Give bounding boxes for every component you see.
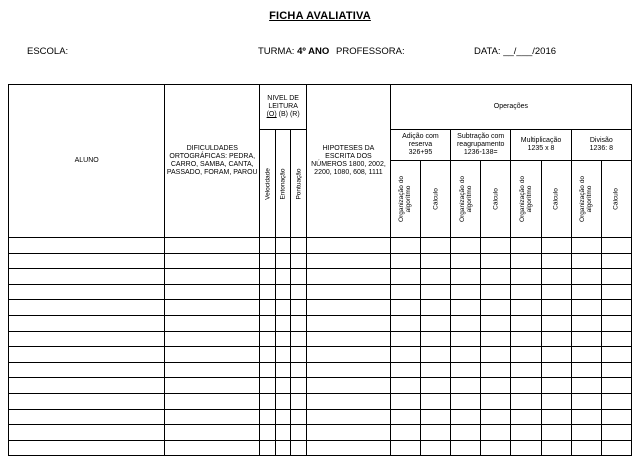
table-cell[interactable] <box>420 393 450 409</box>
table-cell[interactable] <box>420 331 450 347</box>
col-header-dificuldades: DIFICULDADES ORTOGRÁFICAS: PEDRA, CARRO, SAMBA, CANTA, PASSADO, FORAM, PAROU <box>165 85 260 238</box>
table-cell[interactable] <box>165 315 260 331</box>
table-cell[interactable] <box>601 347 631 363</box>
table-row[interactable] <box>9 331 632 347</box>
table-cell[interactable] <box>541 393 571 409</box>
table-cell[interactable] <box>307 378 391 394</box>
subtracao-expression: 1236-138= <box>463 149 498 157</box>
table-cell[interactable] <box>275 253 291 269</box>
table-cell[interactable] <box>571 378 601 394</box>
table-cell[interactable] <box>571 362 601 378</box>
table-cell[interactable] <box>260 300 276 316</box>
table-cell[interactable] <box>420 347 450 363</box>
table-cell[interactable] <box>601 362 631 378</box>
professora-label: PROFESSORA: <box>336 46 405 57</box>
table-cell[interactable] <box>571 300 601 316</box>
table-cell[interactable] <box>275 331 291 347</box>
table-cell[interactable] <box>511 362 541 378</box>
table-cell[interactable] <box>291 378 307 394</box>
table-cell[interactable] <box>307 440 391 456</box>
nivel-grade-b: (B) <box>278 111 288 119</box>
table-cell[interactable] <box>390 393 420 409</box>
table-cell[interactable] <box>481 238 511 254</box>
table-cell[interactable] <box>390 440 420 456</box>
table-cell[interactable] <box>291 238 307 254</box>
table-cell[interactable] <box>511 253 541 269</box>
nivel-line2: LEITURA <box>268 102 298 110</box>
adicao-expression: 326+95 <box>408 149 433 157</box>
multiplicacao-name: Multiplicação <box>520 136 562 144</box>
table-cell[interactable] <box>420 440 450 456</box>
table-cell[interactable] <box>511 284 541 300</box>
table-cell[interactable] <box>165 300 260 316</box>
table-cell[interactable] <box>451 238 481 254</box>
multiplicacao-expression: 1235 x 8 <box>527 145 555 152</box>
nivel-line1: NIVEL DE <box>267 94 299 102</box>
table-cell[interactable] <box>420 362 450 378</box>
table-cell[interactable] <box>307 300 391 316</box>
table-cell[interactable] <box>165 253 260 269</box>
table-cell[interactable] <box>9 284 165 300</box>
table-cell[interactable] <box>260 440 276 456</box>
table-cell[interactable] <box>541 409 571 425</box>
table-cell[interactable] <box>420 253 450 269</box>
table-cell[interactable] <box>571 253 601 269</box>
col-header-multiplicacao <box>511 130 571 161</box>
table-cell[interactable] <box>571 315 601 331</box>
table-cell[interactable] <box>275 347 291 363</box>
table-cell[interactable] <box>541 300 571 316</box>
table-cell[interactable] <box>511 347 541 363</box>
escola-label: ESCOLA: <box>27 46 69 57</box>
table-cell[interactable] <box>307 409 391 425</box>
col-header-subtracao <box>451 130 511 161</box>
table-cell[interactable] <box>601 269 631 285</box>
table-cell[interactable] <box>291 300 307 316</box>
divisao-expression: 1236: 8 <box>589 145 613 152</box>
table-cell[interactable] <box>420 409 450 425</box>
table-cell[interactable] <box>511 393 541 409</box>
col-header-aluno: ALUNO <box>9 85 165 238</box>
table-cell[interactable] <box>451 378 481 394</box>
table-cell[interactable] <box>165 347 260 363</box>
divisao-name: Divisão <box>589 136 613 144</box>
table-row[interactable] <box>9 300 632 316</box>
table-cell[interactable] <box>275 393 291 409</box>
col-header-adicao-organizacao: Organização do algoritmo <box>390 161 420 238</box>
table-cell[interactable] <box>481 347 511 363</box>
table-cell[interactable] <box>275 238 291 254</box>
table-cell[interactable] <box>390 269 420 285</box>
table-cell[interactable] <box>601 409 631 425</box>
col-header-divisao-calculo: Cálculo <box>601 161 631 238</box>
turma-field <box>258 46 329 57</box>
table-row[interactable] <box>9 284 632 300</box>
table-cell[interactable] <box>291 347 307 363</box>
adicao-name: Adição com reserva <box>402 132 439 148</box>
table-row[interactable] <box>9 393 632 409</box>
table-cell[interactable] <box>571 409 601 425</box>
table-cell[interactable] <box>541 238 571 254</box>
table-cell[interactable] <box>481 378 511 394</box>
table-cell[interactable] <box>291 393 307 409</box>
table-cell[interactable] <box>420 238 450 254</box>
table-row[interactable] <box>9 378 632 394</box>
table-cell[interactable] <box>571 269 601 285</box>
table-cell[interactable] <box>291 315 307 331</box>
table-cell[interactable] <box>260 315 276 331</box>
table-header-row-1 <box>9 85 632 130</box>
table-cell[interactable] <box>571 238 601 254</box>
table-cell[interactable] <box>307 347 391 363</box>
table-cell[interactable] <box>420 315 450 331</box>
data-label: DATA: __/___/2016 <box>474 46 557 57</box>
table-cell[interactable] <box>511 315 541 331</box>
table-cell[interactable] <box>260 284 276 300</box>
table-cell[interactable] <box>9 238 165 254</box>
table-cell[interactable] <box>307 284 391 300</box>
table-body <box>9 238 632 456</box>
col-header-velocidade: Velocidade <box>260 130 276 238</box>
table-cell[interactable] <box>291 409 307 425</box>
table-cell[interactable] <box>481 269 511 285</box>
table-cell[interactable] <box>260 393 276 409</box>
table-cell[interactable] <box>481 284 511 300</box>
table-row[interactable] <box>9 347 632 363</box>
table-cell[interactable] <box>275 315 291 331</box>
table-cell[interactable] <box>275 284 291 300</box>
subtracao-name: Subtração com reagrupamento <box>456 132 505 148</box>
table-cell[interactable] <box>601 300 631 316</box>
table-row[interactable] <box>9 238 632 254</box>
table-cell[interactable] <box>451 253 481 269</box>
table-cell[interactable] <box>165 238 260 254</box>
table-cell[interactable] <box>275 378 291 394</box>
table-cell[interactable] <box>420 284 450 300</box>
col-header-divisao-organizacao: Organização do algoritmo <box>571 161 601 238</box>
table-cell[interactable] <box>390 253 420 269</box>
table-cell[interactable] <box>541 269 571 285</box>
evaluation-table <box>8 84 632 456</box>
table-cell[interactable] <box>291 269 307 285</box>
table-cell[interactable] <box>451 440 481 456</box>
table-cell[interactable] <box>571 347 601 363</box>
table-cell[interactable] <box>307 362 391 378</box>
table-cell[interactable] <box>420 269 450 285</box>
table-cell[interactable] <box>481 253 511 269</box>
table-cell[interactable] <box>275 269 291 285</box>
table-cell[interactable] <box>165 393 260 409</box>
table-cell[interactable] <box>390 315 420 331</box>
col-header-multiplicacao-organizacao: Organização do algoritmo <box>511 161 541 238</box>
table-cell[interactable] <box>291 253 307 269</box>
table-cell[interactable] <box>307 393 391 409</box>
table-cell[interactable] <box>9 300 165 316</box>
table-cell[interactable] <box>571 284 601 300</box>
form-header <box>0 46 640 60</box>
table-cell[interactable] <box>165 331 260 347</box>
table-cell[interactable] <box>9 440 165 456</box>
table-cell[interactable] <box>9 378 165 394</box>
table-cell[interactable] <box>451 362 481 378</box>
col-header-operacoes: Operações <box>390 85 631 130</box>
table-cell[interactable] <box>601 378 631 394</box>
col-header-hipoteses: HIPOTESES DA ESCRITA DOS NÚMEROS 1800, 2002, 2200, 1080, 608, 1111 <box>307 85 391 238</box>
table-cell[interactable] <box>260 362 276 378</box>
table-cell[interactable] <box>451 347 481 363</box>
table-cell[interactable] <box>511 378 541 394</box>
col-header-divisao <box>571 130 631 161</box>
table-row[interactable] <box>9 269 632 285</box>
table-cell[interactable] <box>260 409 276 425</box>
nivel-grade-r: (R) <box>289 111 300 119</box>
table-cell[interactable] <box>165 378 260 394</box>
table-cell[interactable] <box>541 331 571 347</box>
table-cell[interactable] <box>451 409 481 425</box>
table-cell[interactable] <box>601 238 631 254</box>
col-header-multiplicacao-calculo: Cálculo <box>541 161 571 238</box>
table-cell[interactable] <box>165 284 260 300</box>
col-header-entonacao: Entonação <box>275 130 291 238</box>
table-cell[interactable] <box>481 409 511 425</box>
table-cell[interactable] <box>275 440 291 456</box>
table-cell[interactable] <box>291 331 307 347</box>
table-cell[interactable] <box>481 315 511 331</box>
col-header-subtracao-organizacao: Organização do algoritmo <box>451 161 481 238</box>
table-cell[interactable] <box>165 409 260 425</box>
table-row[interactable] <box>9 440 632 456</box>
table-cell[interactable] <box>260 253 276 269</box>
table-cell[interactable] <box>390 409 420 425</box>
table-cell[interactable] <box>307 253 391 269</box>
table-cell[interactable] <box>451 300 481 316</box>
col-header-subtracao-calculo: Cálculo <box>481 161 511 238</box>
table-cell[interactable] <box>275 300 291 316</box>
page-title: FICHA AVALIATIVA <box>269 10 371 22</box>
col-header-pontuacao: Pontuação <box>291 130 307 238</box>
table-cell[interactable] <box>511 331 541 347</box>
table-cell[interactable] <box>307 269 391 285</box>
table-cell[interactable] <box>9 362 165 378</box>
table-cell[interactable] <box>165 440 260 456</box>
table-cell[interactable] <box>9 393 165 409</box>
table-cell[interactable] <box>451 315 481 331</box>
table-cell[interactable] <box>9 269 165 285</box>
col-header-nivel-leitura <box>260 85 307 130</box>
table-cell[interactable] <box>481 331 511 347</box>
table-cell[interactable] <box>511 300 541 316</box>
table-cell[interactable] <box>451 393 481 409</box>
col-header-adicao <box>390 130 450 161</box>
table-cell[interactable] <box>307 315 391 331</box>
table-cell[interactable] <box>541 378 571 394</box>
table-cell[interactable] <box>541 315 571 331</box>
table-cell[interactable] <box>9 331 165 347</box>
table-cell[interactable] <box>420 378 450 394</box>
table-cell[interactable] <box>291 362 307 378</box>
table-cell[interactable] <box>541 253 571 269</box>
table-cell[interactable] <box>9 347 165 363</box>
table-cell[interactable] <box>601 440 631 456</box>
table-cell[interactable] <box>275 362 291 378</box>
table-cell[interactable] <box>291 284 307 300</box>
table-cell[interactable] <box>9 253 165 269</box>
table-cell[interactable] <box>601 284 631 300</box>
table-cell[interactable] <box>571 393 601 409</box>
table-cell[interactable] <box>307 331 391 347</box>
table-cell[interactable] <box>541 362 571 378</box>
table-cell[interactable] <box>451 269 481 285</box>
table-cell[interactable] <box>451 284 481 300</box>
table-cell[interactable] <box>260 238 276 254</box>
table-cell[interactable] <box>601 253 631 269</box>
table-cell[interactable] <box>9 315 165 331</box>
table-cell[interactable] <box>601 331 631 347</box>
table-cell[interactable] <box>260 378 276 394</box>
table-cell[interactable] <box>511 409 541 425</box>
table-row[interactable] <box>9 253 632 269</box>
table-cell[interactable] <box>390 347 420 363</box>
table-cell[interactable] <box>511 269 541 285</box>
table-cell[interactable] <box>165 269 260 285</box>
table-cell[interactable] <box>541 347 571 363</box>
table-row[interactable] <box>9 315 632 331</box>
table-cell[interactable] <box>9 409 165 425</box>
table-cell[interactable] <box>541 440 571 456</box>
table-cell[interactable] <box>420 300 450 316</box>
table-cell[interactable] <box>511 238 541 254</box>
table-cell[interactable] <box>541 284 571 300</box>
table-cell[interactable] <box>390 238 420 254</box>
table-cell[interactable] <box>571 331 601 347</box>
table-cell[interactable] <box>511 440 541 456</box>
table-cell[interactable] <box>390 331 420 347</box>
table-cell[interactable] <box>481 393 511 409</box>
turma-label: TURMA: <box>258 46 295 57</box>
table-cell[interactable] <box>571 440 601 456</box>
table-cell[interactable] <box>451 331 481 347</box>
table-cell[interactable] <box>260 269 276 285</box>
nivel-grade-o: (O) <box>266 111 277 119</box>
table-cell[interactable] <box>275 409 291 425</box>
table-cell[interactable] <box>291 440 307 456</box>
table-cell[interactable] <box>481 440 511 456</box>
table-cell[interactable] <box>260 331 276 347</box>
table-cell[interactable] <box>481 300 511 316</box>
table-cell[interactable] <box>260 347 276 363</box>
table-row[interactable] <box>9 409 632 425</box>
table-cell[interactable] <box>390 284 420 300</box>
table-cell[interactable] <box>390 300 420 316</box>
table-row[interactable] <box>9 362 632 378</box>
table-cell[interactable] <box>390 362 420 378</box>
table-cell[interactable] <box>165 362 260 378</box>
table-cell[interactable] <box>481 362 511 378</box>
turma-value: 4º ANO <box>297 46 330 57</box>
col-header-adicao-calculo: Cálculo <box>420 161 450 238</box>
table-cell[interactable] <box>601 393 631 409</box>
table-cell[interactable] <box>307 238 391 254</box>
table-cell[interactable] <box>390 378 420 394</box>
table-cell[interactable] <box>601 315 631 331</box>
